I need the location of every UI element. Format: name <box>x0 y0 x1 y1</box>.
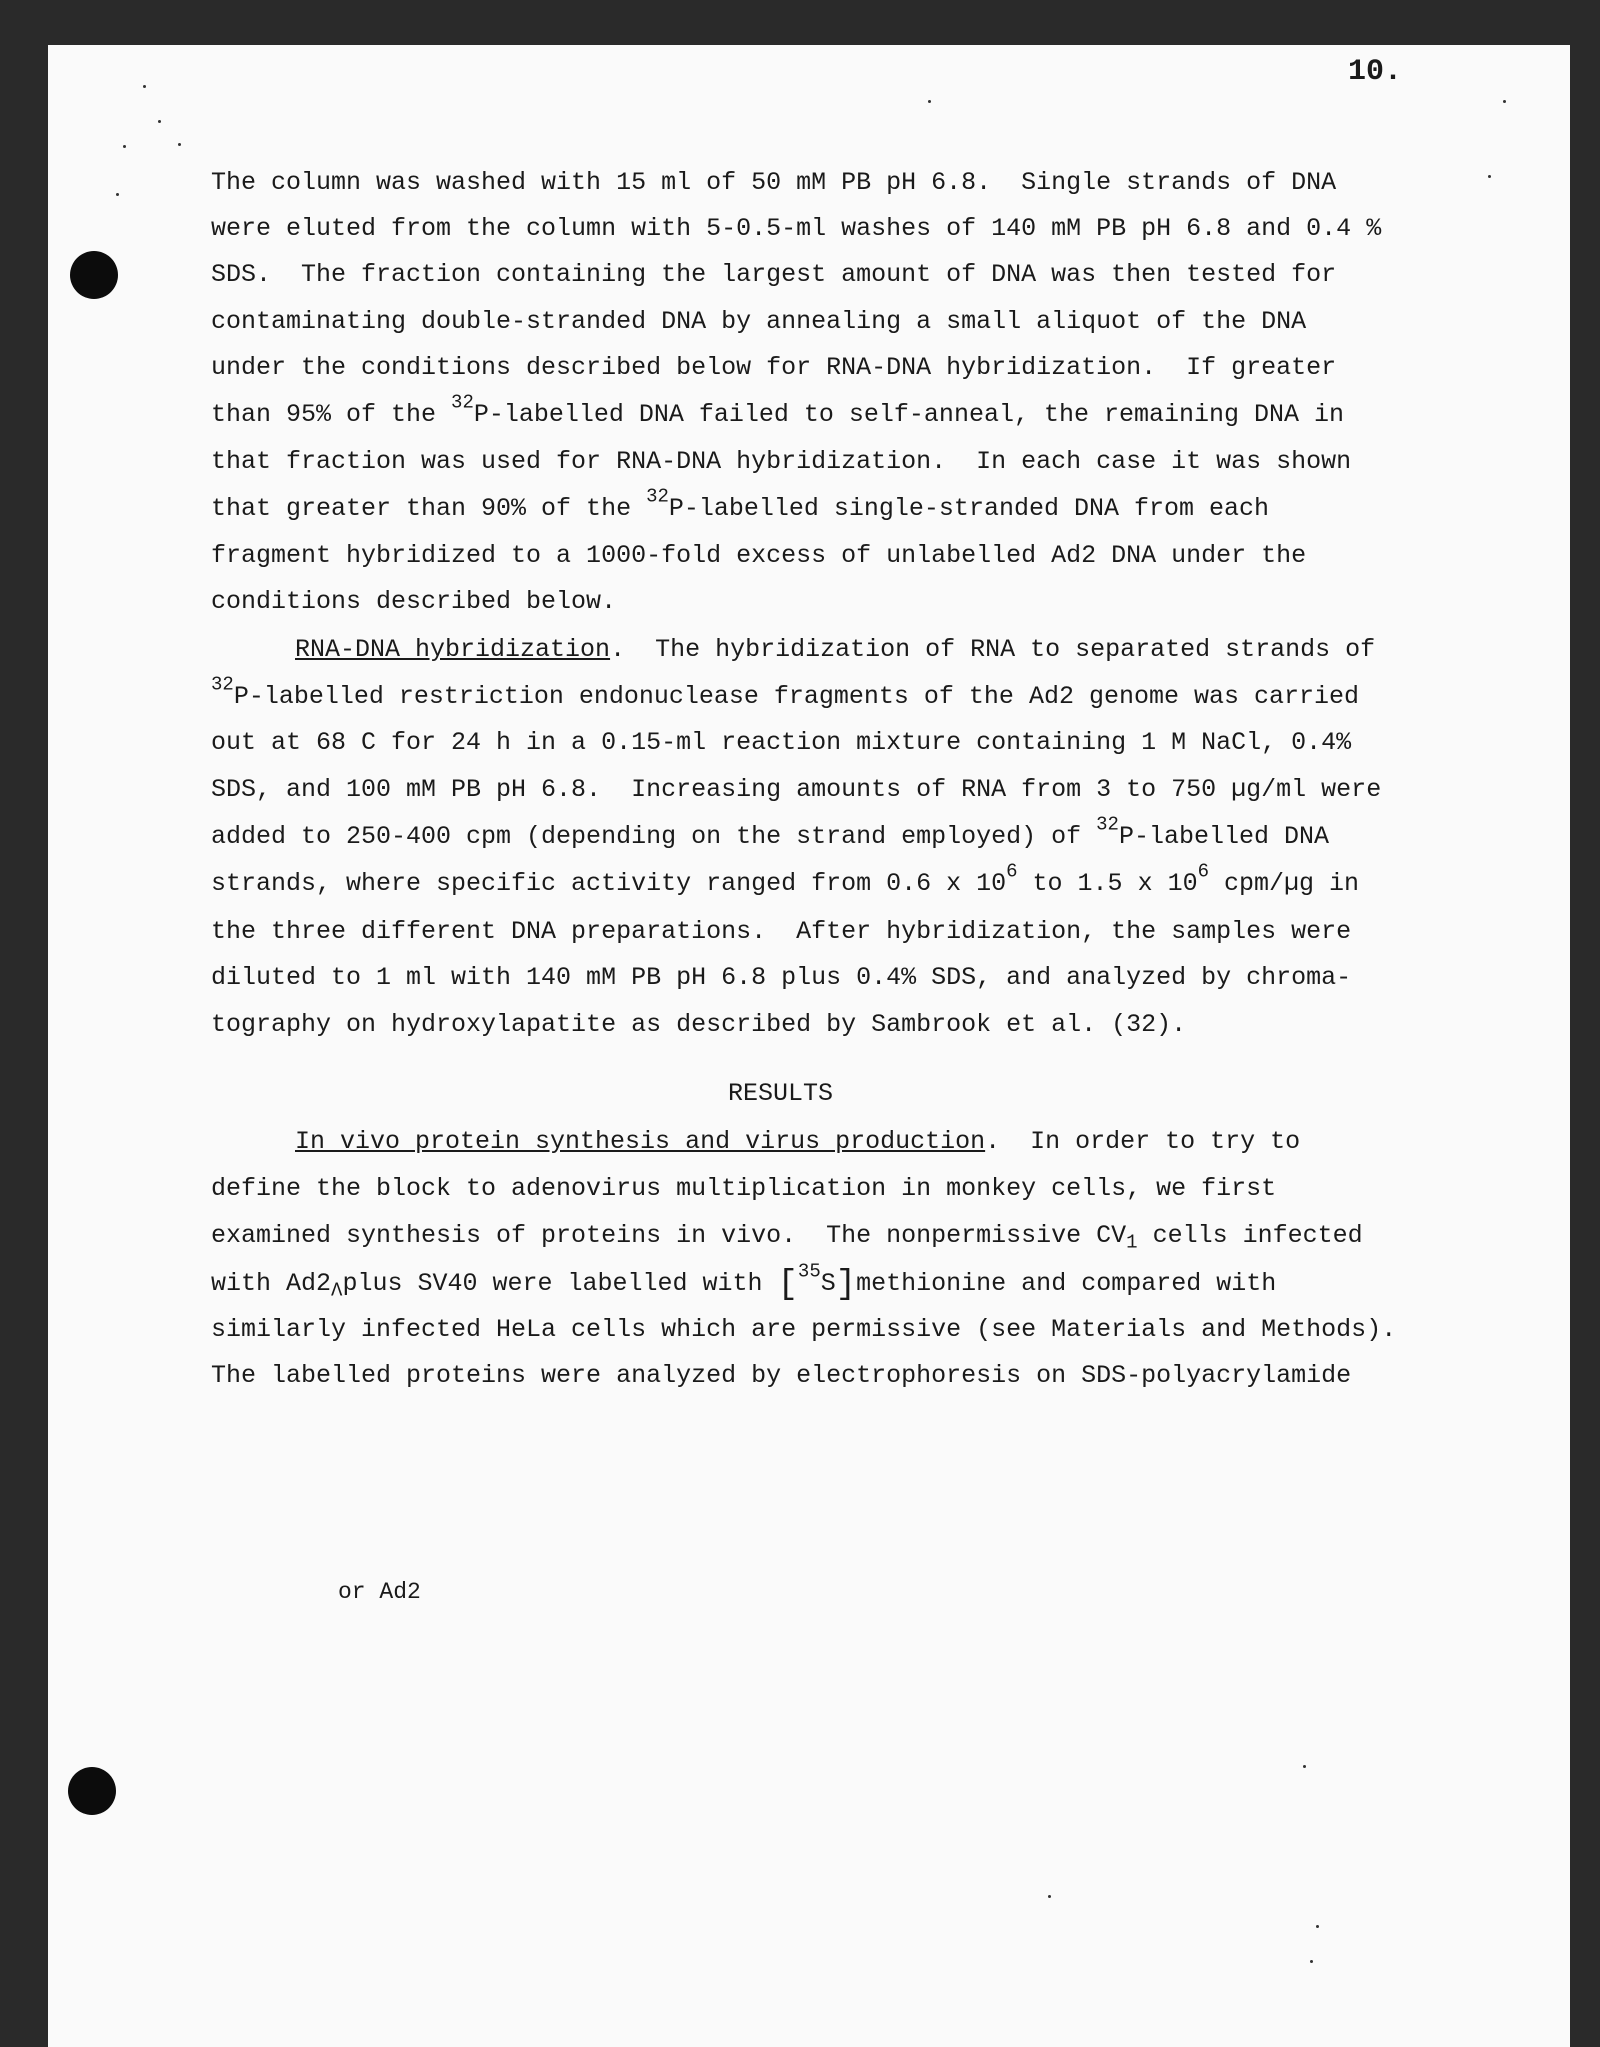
insertion-caret: Λ <box>331 1279 343 1302</box>
text-line: diluted to 1 ml with 140 mM PB pH 6.8 plus 0.4% SDS, and analyzed by chroma- <box>211 963 1352 992</box>
speck <box>1503 100 1506 103</box>
text-line: fragment hybridized to a 1000-fold excess of unlabelled Ad2 DNA under the <box>211 541 1307 570</box>
text-line: the three different DNA preparations. After hybridization, the samples were <box>211 917 1352 946</box>
text-line: under the conditions described below for RNA-DNA hybridization. If greater <box>211 353 1337 382</box>
text-line: that fraction was used for RNA-DNA hybridization. In each case it was shown <box>211 447 1352 476</box>
text-line: out at 68 C for 24 h in a 0.15-ml reaction mixture containing 1 M NaCl, 0.4% <box>211 728 1352 757</box>
speck <box>178 143 181 146</box>
speck <box>1316 1925 1319 1928</box>
document-page <box>48 45 1570 2047</box>
text-line: define the block to adenovirus multiplication in monkey cells, we first <box>211 1174 1277 1203</box>
text-line: added to 250-400 cpm (depending on the strand employed) of $^{32}$P-labelled DNA <box>211 813 1330 851</box>
speck <box>1048 1895 1051 1898</box>
text-line: with $Ad2_\Lambda plus$ SV40 were labelled with [$^{35}$S]methionine and compared with <box>211 1260 1277 1304</box>
text-line: were eluted from the column with 5-0.5-ml washes of 140 mM PB pH 6.8 and 0.4 % <box>211 214 1382 243</box>
text-line: tography on hydroxylapatite as described by Sambrook et al. (32). <box>211 1010 1187 1039</box>
text-line: The labelled proteins were analyzed by electrophoresis on SDS-polyacrylamide <box>211 1361 1352 1390</box>
speck <box>116 193 119 196</box>
text-line: similarly infected HeLa cells which are permissive (see Materials and Methods). <box>211 1315 1397 1344</box>
punch-hole <box>70 251 118 299</box>
text-line: SDS. The fraction containing the largest amount of DNA was then tested for <box>211 260 1337 289</box>
text-line: contaminating double-stranded DNA by annealing a small aliquot of the DNA <box>211 307 1307 336</box>
text-line: strands, where specific activity ranged from 0.6 x $10^6$ to 1.5 x $10^6$ cpm/µg in <box>211 860 1360 898</box>
page-number: 10. <box>1348 55 1403 89</box>
text-line: RNA-DNA hybridization. The hybridization of RNA to separated strands of <box>295 635 1376 664</box>
section-heading-in-vivo: In vivo protein synthesis and virus production <box>295 1127 986 1156</box>
text-line: SDS, and 100 mM PB pH 6.8. Increasing amounts of RNA from 3 to 750 µg/ml were <box>211 775 1382 804</box>
speck <box>143 85 146 88</box>
punch-hole <box>68 1767 116 1815</box>
text-line: than 95% of the $^{32}$P-labelled DNA failed to self-anneal, the remaining DNA in <box>211 391 1345 429</box>
text-line: The column was washed with 15 ml of 50 mM PB pH 6.8. Single strands of DNA <box>211 168 1337 197</box>
text-line: conditions described below. <box>211 587 617 616</box>
text-line: $^{32}$P-labelled restriction endonuclease fragments of the Ad2 genome was carried <box>211 673 1359 711</box>
speck <box>1488 175 1491 178</box>
speck <box>1303 1765 1306 1768</box>
results-heading: RESULTS <box>728 1079 834 1108</box>
handwritten-insert: or Ad2 <box>338 1579 421 1605</box>
speck <box>158 120 161 123</box>
text-line: that greater than 90% of the $^{32}$P-labelled single-stranded DNA from each <box>211 485 1269 523</box>
speck <box>1310 1960 1313 1963</box>
text-line: In vivo protein synthesis and virus production. In order to try to <box>295 1127 1301 1156</box>
section-heading-hybridization: RNA-DNA hybridization <box>295 635 611 664</box>
text-line: examined synthesis of proteins in vivo. The nonpermissive $CV_1$ cells infected <box>211 1221 1363 1254</box>
speck <box>123 145 126 148</box>
speck <box>928 100 931 103</box>
